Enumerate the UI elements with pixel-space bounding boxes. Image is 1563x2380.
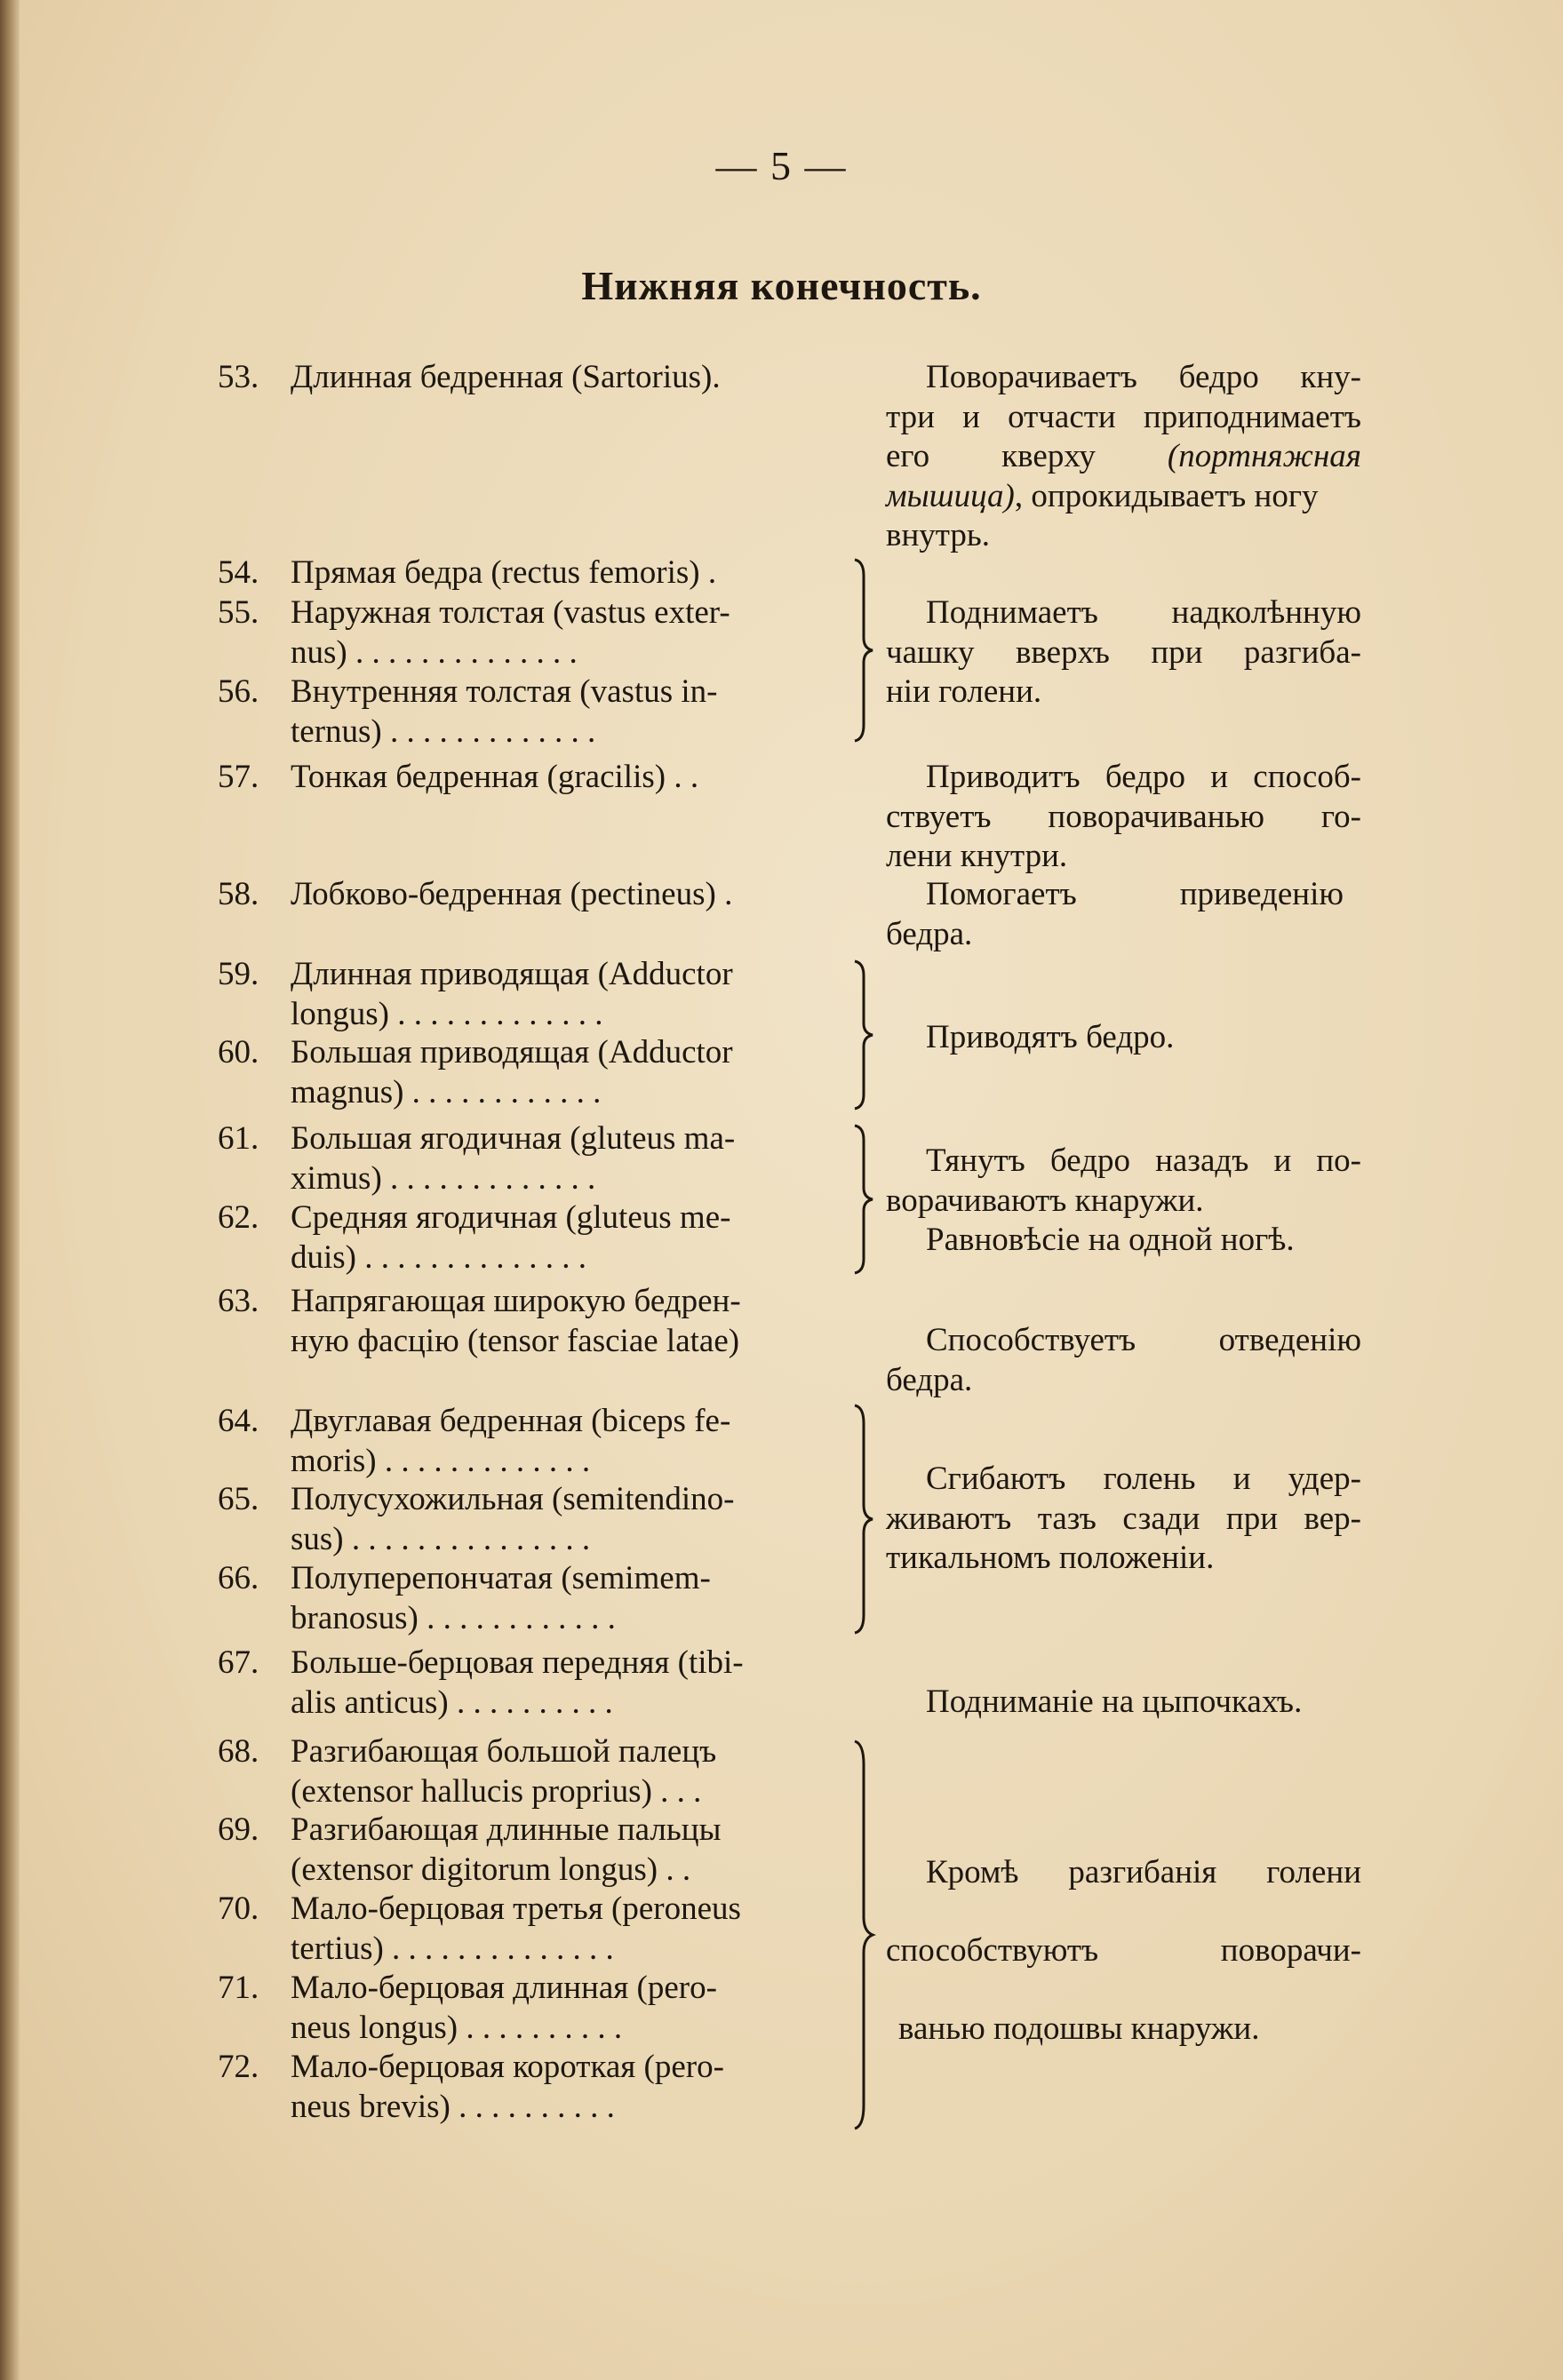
desc-line: Поворачиваетъ бедро кну- [926,359,1361,395]
entry-69 [218,1811,831,1890]
entry-number: 63. [218,1283,259,1319]
desc-line: Подниманіе на цыпочкахъ. [926,1684,1303,1720]
description-59-60 [886,1018,1361,1058]
brace-54-56 [851,558,876,743]
entry-number: 60. [218,1034,259,1071]
brace-61-62 [851,1124,876,1275]
desc-line: Сгибаютъ голень и удер- [926,1461,1361,1497]
entry-text-cont: longus) . . . . . . . . . . . . . [291,995,603,1032]
entry-64 [218,1402,831,1481]
entry-65 [218,1480,831,1559]
entry-text: Полусухожильная (semitendino- [291,1481,735,1517]
entry-number: 56. [218,673,259,710]
desc-line: внутрь. [886,517,991,553]
desc-line: Помогаетъ приведенію [926,876,1344,912]
entry-text: Длинная приводящая (Adductor [291,956,733,992]
entry-text: Большая приводящая (Adductor [291,1034,733,1071]
entry-text-cont: magnus) . . . . . . . . . . . . [291,1073,602,1110]
entry-text-cont: nus) . . . . . . . . . . . . . . [291,633,578,671]
entry-59 [218,955,831,1034]
entry-number: 70. [218,1890,259,1927]
entry-61 [218,1119,831,1198]
desc-line: ствуетъ поворачиванью го- [886,798,1361,835]
desc-line: Приводятъ бедро. [926,1019,1175,1055]
entry-number: 62. [218,1199,259,1236]
entry-number: 64. [218,1403,259,1439]
entry-63 [218,1282,831,1361]
entry-text-cont: duis) . . . . . . . . . . . . . . [291,1238,586,1276]
description-63 [886,1321,1361,1400]
entry-text: Наружная толстая (vastus exter- [291,594,730,631]
description-68-72 [886,1834,1361,2068]
entry-text: Мало-берцовая длинная (pero- [291,1970,717,2006]
brace-59-60 [851,959,876,1110]
desc-line: Приводитъ бедро и способ- [926,759,1361,795]
desc-line: Поднимаетъ надколѣнную [926,594,1361,631]
desc-line: чашку вверхъ при разгиба- [886,633,1361,671]
entry-number: 72. [218,2049,259,2085]
entry-text: Большая ягодичная (gluteus ma- [291,1120,736,1157]
entry-66 [218,1559,831,1638]
description-64-66 [886,1460,1361,1579]
entry-number: 53. [218,359,259,395]
entry-text-cont: tertius) . . . . . . . . . . . . . . [291,1930,614,1967]
entry-text-cont: sus) . . . . . . . . . . . . . . . [291,1520,591,1557]
desc-line: Равновѣсіе на одной ногѣ. [926,1222,1295,1258]
entry-number: 65. [218,1481,259,1517]
entry-text-cont: neus brevis) . . . . . . . . . . [291,2088,615,2125]
page-number: — 5 — [715,143,848,188]
description-57 [886,758,1361,877]
desc-line: тикальномъ положеніи. [886,1540,1215,1576]
desc-line: Тянутъ бедро назадъ и по- [926,1142,1361,1179]
entry-number: 54. [218,554,259,591]
desc-line: ніи голени. [886,673,1042,710]
entry-58 [218,875,831,915]
desc-line: его кверху (портняжная [886,438,1362,474]
entry-71 [218,1969,831,2048]
entry-55 [218,593,831,673]
entry-62 [218,1198,831,1278]
desc-line: живаютъ тазъ сзади при вер- [886,1500,1361,1537]
entry-56 [218,673,831,752]
description-61-62 [886,1142,1361,1261]
entry-text: Двуглавая бедренная (biceps fe- [291,1403,731,1439]
desc-line: бедра. [886,915,973,952]
desc-line: три и отчасти приподнимаетъ [886,398,1361,435]
entry-text-cont: ximus) . . . . . . . . . . . . . [291,1159,596,1197]
entry-number: 66. [218,1560,259,1596]
entry-57 [218,758,831,798]
entry-54 [218,553,831,593]
desc-line: ванью подошвы кнаружи. [898,2010,1260,2047]
entry-text: Мало-берцовая короткая (pero- [291,2049,724,2085]
desc-line: лени кнутри. [886,838,1068,874]
section-heading: Нижняя конечность. [581,263,982,308]
entry-text: Разгибающая длинные пальцы [291,1811,722,1848]
entry-70 [218,1890,831,1969]
entry-number: 57. [218,759,259,795]
entry-text: Длинная бедренная (Sartorius). [291,359,721,395]
desc-line: Способствуетъ отведенію [926,1322,1361,1358]
entry-text: Прямая бедра (rectus femoris) . [291,554,717,591]
desc-line: бедра. [886,1361,973,1398]
description-54-56 [886,593,1361,712]
entry-72 [218,2048,831,2127]
desc-line: мышица), опрокидываетъ ногу [886,477,1319,514]
entry-53 [218,358,831,398]
brace-64-66 [851,1404,876,1635]
entry-text-cont: alis anticus) . . . . . . . . . . [291,1684,613,1721]
entry-text: Мало-берцовая третья (peroneus [291,1890,741,1927]
entry-number: 67. [218,1644,259,1681]
entry-number: 71. [218,1970,259,2006]
entry-text-cont: neus longus) . . . . . . . . . . [291,2009,623,2046]
entry-text-cont: ternus) . . . . . . . . . . . . . [291,712,596,750]
description-67 [886,1683,1361,1723]
entry-text: Внутренняя толстая (vastus in- [291,673,718,710]
entry-text: Напрягающая широкую бедрен- [291,1283,741,1319]
brace-68-72 [851,1739,876,2130]
entry-text-cont: branosus) . . . . . . . . . . . . [291,1599,616,1636]
description-58 [886,875,1361,954]
entry-text: Больше-берцовая передняя (tibi- [291,1644,744,1681]
entry-text: Полуперепончатая (semimem- [291,1560,711,1596]
entry-text-cont: (extensor digitorum longus) . . [291,1851,691,1888]
desc-line: способствуютъ поворачи- [886,1932,1361,1969]
book-spine-edge [0,0,20,2380]
entry-number: 68. [218,1733,259,1770]
entry-67 [218,1644,831,1723]
entry-text: Разгибающая большой палецъ [291,1733,717,1770]
entry-number: 61. [218,1120,259,1157]
desc-line: Кромѣ разгибанія голени [926,1854,1361,1890]
entry-number: 59. [218,956,259,992]
entry-text-cont: (extensor hallucis proprius) . . . [291,1772,702,1810]
entry-text: Лобково-бедренная (pectineus) . [291,876,733,912]
entry-text-cont: moris) . . . . . . . . . . . . . [291,1442,591,1479]
entry-68 [218,1732,831,1811]
entry-60 [218,1033,831,1112]
desc-line: ворачиваютъ кнаружи. [886,1182,1204,1219]
entry-number: 55. [218,594,259,631]
entry-number: 58. [218,876,259,912]
entry-text: Средняя ягодичная (gluteus me- [291,1199,731,1236]
entry-text-cont: ную фасцію (tensor fasciae latae) [291,1322,740,1359]
description-53 [886,358,1361,556]
entry-text: Тонкая бедренная (gracilis) . . [291,759,699,795]
entry-number: 69. [218,1811,259,1848]
